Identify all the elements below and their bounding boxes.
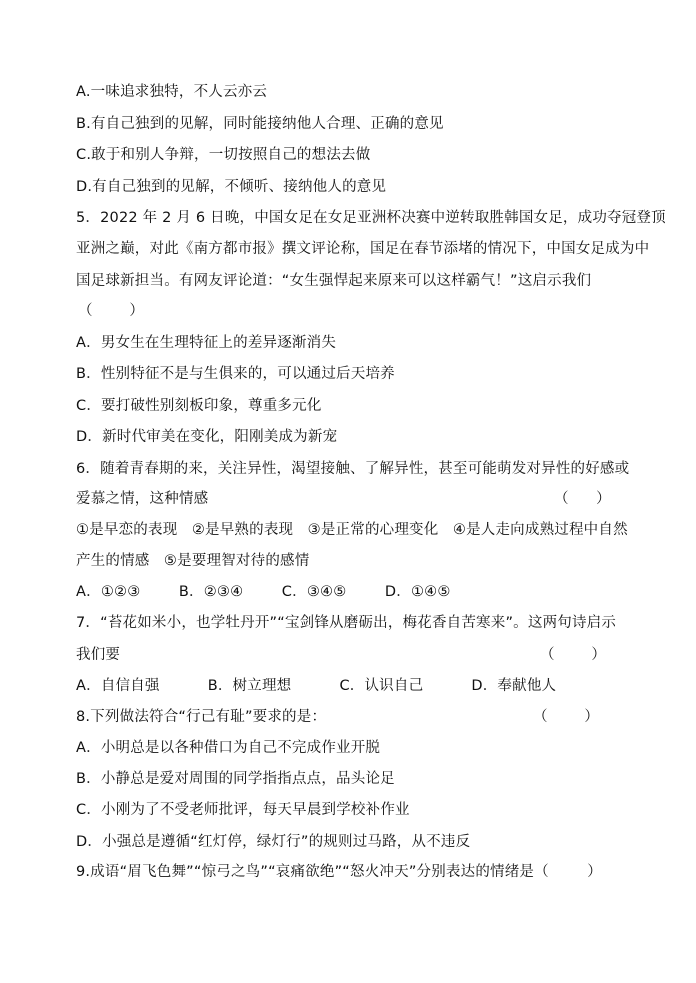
q5-option-b: B．性别特征不是与生俱来的，可以通过后天培养 [76,366,395,382]
q5-option-d: D．新时代审美在变化，阳刚美成为新宠 [76,429,338,445]
q6-stem-line-2: 爱慕之情，这种情感 [76,491,209,507]
q6-answer-bracket: （ ） [554,491,611,507]
q8-stem: 8.下列做法符合“行己有耻”要求的是： [76,709,327,725]
q5-option-a: A．男女生在生理特征上的差异逐渐消失 [76,335,337,351]
q8-answer-bracket: （ ） [533,709,599,725]
q4-option-b: B.有自己独到的见解，同时能接纳他人合理、正确的意见 [76,116,444,132]
q7-answer-bracket: （ ） [540,647,606,663]
q4-option-c: C.敢于和别人争辩，一切按照自己的想法去做 [76,147,371,163]
q8-option-a: A．小明总是以各种借口为自己不完成作业开脱 [76,740,381,756]
q9-stem: 9.成语“眉飞色舞”“惊弓之鸟”“哀痛欲绝”“怒火冲天”分别表达的情绪是（ ） [76,864,603,880]
q6-options: A．①②③ B．②③④ C．③④⑤ D．①④⑤ [76,584,451,600]
q8-option-b: B．小静总是爱对周围的同学指指点点，品头论足 [76,771,395,787]
q8-option-d: D．小强总是遵循“红灯停，绿灯行”的规则过马路，从不违反 [76,834,471,850]
q4-option-d: D.有自己独到的见解，不倾听、接纳他人的意见 [76,179,387,195]
q5-stem-line-3: 国足球新担当。有网友评论道：“女生强悍起来原来可以这样霸气！”这启示我们 [76,273,592,289]
q5-stem-line-2: 亚洲之巅，对此《南方都市报》撰文评论称，国足在春节添堵的情况下，中国女足成为中 [76,241,650,257]
q4-option-a: A.一味追求独特，不人云亦云 [76,84,268,100]
q6-stem-line-1: 6．随着青春期的来，关注异性，渴望接触、了解异性，甚至可能萌发对异性的好感或 [76,461,630,477]
q6-items-line-2: 产生的情感 ⑤是要理智对待的感情 [76,553,310,569]
q8-option-c: C．小刚为了不受老师批评，每天早晨到学校补作业 [76,802,410,818]
q5-stem-line-1: 5．2022 年 2 月 6 日晚，中国女足在女足亚洲杯决赛中逆转取胜韩国女足，成功夺冠登顶 [76,210,666,226]
q5-answer-bracket: （ ） [78,303,144,319]
q6-items-line-1: ①是早恋的表现 ②是早熟的表现 ③是正常的心理变化 ④是人走向成熟过程中自然 [76,522,628,538]
q5-option-c: C．要打破性别刻板印象，尊重多元化 [76,398,322,414]
q7-options: A．自信自强 B．树立理想 C．认识自己 D．奉献他人 [76,678,557,694]
q7-stem-line-1: 7．“苔花如米小，也学牡丹开”“宝剑锋从磨砺出，梅花香自苦寒来”。这两句诗启示 [76,615,617,631]
q7-stem-line-2: 我们要 [76,647,121,663]
